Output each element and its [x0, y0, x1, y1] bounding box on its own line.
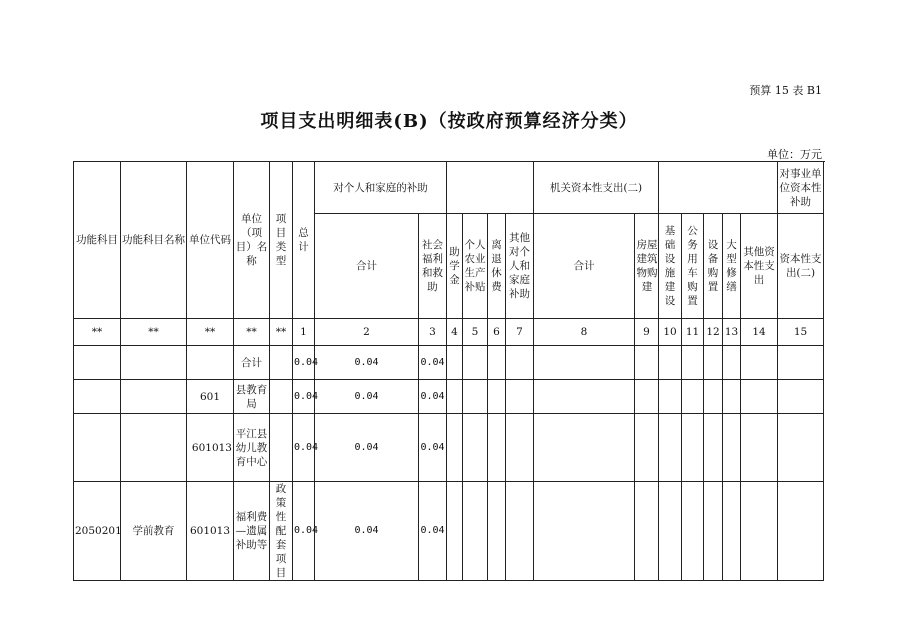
index-cell: **: [187, 319, 234, 346]
table-row: [74, 482, 824, 581]
cell-func-name: [121, 380, 187, 414]
index-cell: 9: [635, 319, 659, 346]
index-cell: 14: [741, 319, 778, 346]
index-cell: 10: [659, 319, 682, 346]
cell-total: 0.04: [293, 346, 315, 380]
cell-subtotal: 0.04: [315, 414, 419, 482]
unit-label: 单位：万元: [767, 148, 822, 161]
header-capital-subtotal: 合计: [534, 214, 635, 319]
index-cell: 4: [447, 319, 463, 346]
cell-subtotal: 0.04: [315, 346, 419, 380]
cell-total: 0.04: [293, 380, 315, 414]
budget-table: [73, 161, 824, 581]
index-cell: 3: [419, 319, 447, 346]
cell-total: 0.04: [293, 414, 315, 482]
cell-project-type: 政策性配套项目: [270, 482, 293, 581]
index-cell: 5: [463, 319, 488, 346]
index-cell: **: [74, 319, 121, 346]
cell-unit-name: 平江县幼儿教育中心: [234, 414, 270, 482]
cell-unit-code: 601013: [187, 414, 234, 482]
cell-unit-code: 601013: [187, 482, 234, 581]
cell-func-code: [74, 414, 121, 482]
header-repair: 大型修缮: [723, 214, 741, 319]
index-cell: **: [234, 319, 270, 346]
header-personal-subtotal: 合计: [315, 214, 419, 319]
cell-project-type: [270, 380, 293, 414]
cell-welfare: 0.04: [419, 414, 447, 482]
cell-func-name: [121, 414, 187, 482]
header-group-personal-blank: [447, 162, 534, 214]
cell-unit-code: 601: [187, 380, 234, 414]
header-func-name: 功能科目名称: [121, 162, 187, 319]
index-cell: 2: [315, 319, 419, 346]
cell-welfare: 0.04: [419, 346, 447, 380]
index-cell: 15: [778, 319, 824, 346]
header-capital2: 资本性支出(二): [778, 214, 824, 319]
header-unit-name: 单位（项目）名称: [234, 162, 270, 319]
cell-project-type: [270, 346, 293, 380]
table-row: [74, 414, 824, 482]
header-house: 房屋建筑物购建: [635, 214, 659, 319]
header-group-capital-blank: [659, 162, 778, 214]
index-cell: 1: [293, 319, 315, 346]
header-group-capital: 机关资本性支出(二): [534, 162, 659, 214]
header-unit-code: 单位代码: [187, 162, 234, 319]
cell-subtotal: 0.04: [315, 482, 419, 581]
cell-func-name: 学前教育: [121, 482, 187, 581]
index-cell: 13: [723, 319, 741, 346]
cell-func-code: 2050201: [74, 482, 121, 581]
cell-unit-name: 福利费—遗属补助等: [234, 482, 270, 581]
header-group-personal: 对个人和家庭的补助: [315, 162, 447, 214]
header-total: 总计: [293, 162, 315, 319]
page-title: 项目支出明细表(B)（按政府预算经济分类）: [260, 111, 638, 132]
cell-welfare: 0.04: [419, 380, 447, 414]
index-cell: **: [270, 319, 293, 346]
cell-func-code: [74, 346, 121, 380]
header-aid: 助学金: [447, 214, 463, 319]
cell-unit-code: [187, 346, 234, 380]
cell-subtotal: 0.04: [315, 380, 419, 414]
header-agri: 个人农业生产补贴: [463, 214, 488, 319]
cell-unit-name: 县教育局: [234, 380, 270, 414]
cell-project-type: [270, 414, 293, 482]
header-project-type: 项目类型: [270, 162, 293, 319]
header-other-capital: 其他资本性支出: [741, 214, 778, 319]
cell-func-name: [121, 346, 187, 380]
cell-func-code: [74, 380, 121, 414]
index-cell: 12: [704, 319, 723, 346]
header-car: 公务用车购置: [682, 214, 704, 319]
form-number: 预算 15 表 B1: [749, 84, 822, 97]
cell-welfare: 0.04: [419, 482, 447, 581]
header-group-subsidy: 对事业单位资本性补助: [778, 162, 824, 214]
index-cell: 7: [506, 319, 534, 346]
index-cell: 6: [488, 319, 506, 346]
header-infra: 基础设施建设: [659, 214, 682, 319]
header-other-personal: 其他对个人和家庭补助: [506, 214, 534, 319]
header-func-code: 功能科目: [74, 162, 121, 319]
index-cell: 8: [534, 319, 635, 346]
header-equip: 设备购置: [704, 214, 723, 319]
index-row: [74, 319, 824, 346]
cell-total: 0.04: [293, 482, 315, 581]
index-cell: 11: [682, 319, 704, 346]
table-row: [74, 380, 824, 414]
header-row-1: [74, 162, 824, 214]
table-row: [74, 346, 824, 380]
header-retire: 离退休费: [488, 214, 506, 319]
cell-unit-name: 合计: [234, 346, 270, 380]
header-welfare: 社会福利和救助: [419, 214, 447, 319]
index-cell: **: [121, 319, 187, 346]
